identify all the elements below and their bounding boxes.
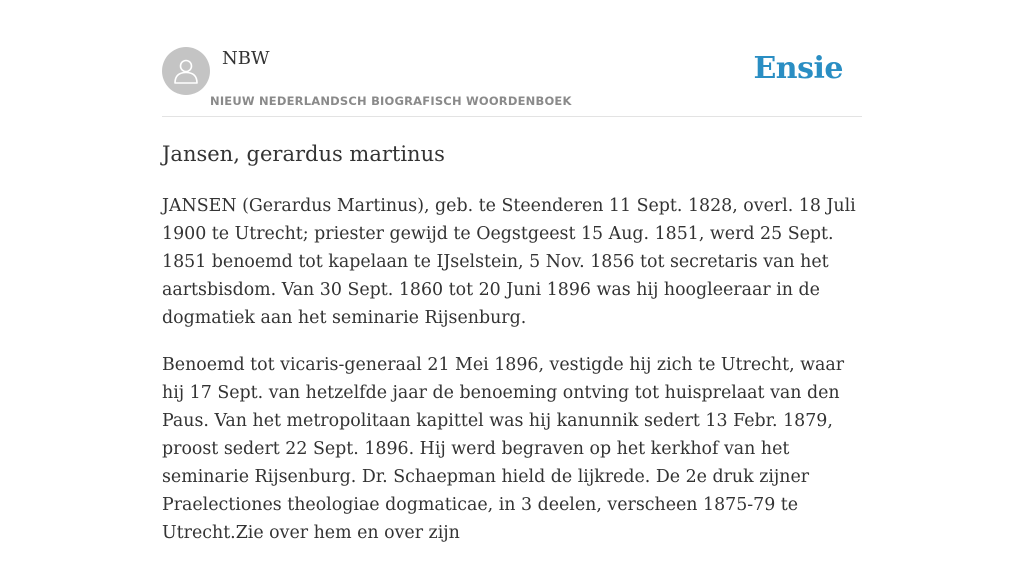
article-title: Jansen, gerardus martinus xyxy=(162,142,445,166)
article-paragraph: Benoemd tot vicaris-generaal 21 Mei 1896, vestigde hij zich te Utrecht, waar hij 17 Sept. van hetzelfde jaar de benoeming ontving tot huisprelaat van den Paus. Van het metropolitaan kapittel was hij kanunnik sedert 13 Febr. 1879, proost sedert 22 Sept. 1896. Hij werd begraven op het kerkhof van het seminarie Rijsenburg. Dr. Schaepman hield de lijkrede. De 2e druk zijner Praelectiones theologiae dogmaticae, in 3 deelen, verscheen 1875-79 te Utrecht.Zie over hem en over zijn xyxy=(162,355,845,543)
source-name[interactable]: NBW xyxy=(222,48,270,69)
article-paragraph: JANSEN (Gerardus Martinus), geb. te Steenderen 11 Sept. 1828, overl. 18 Juli 1900 te Utrecht; priester gewijd te Oegstgeest 15 Aug. 1851, werd 25 Sept. 1851 benoemd tot kapelaan te IJselstein, 5 Nov. 1856 tot secretaris van het aartsbisdom. Van 30 Sept. 1860 tot 20 Juni 1896 was hij hoogleeraar in de dogmatiek aan het seminarie Rijsenburg. xyxy=(162,196,856,328)
user-icon xyxy=(171,56,201,86)
article-body xyxy=(162,192,862,566)
source-header xyxy=(162,46,862,117)
brand-logo[interactable]: Ensie xyxy=(753,51,843,86)
source-subtitle: NIEUW NEDERLANDSCH BIOGRAFISCH WOORDENBOEK xyxy=(210,94,572,108)
avatar[interactable] xyxy=(162,47,210,95)
